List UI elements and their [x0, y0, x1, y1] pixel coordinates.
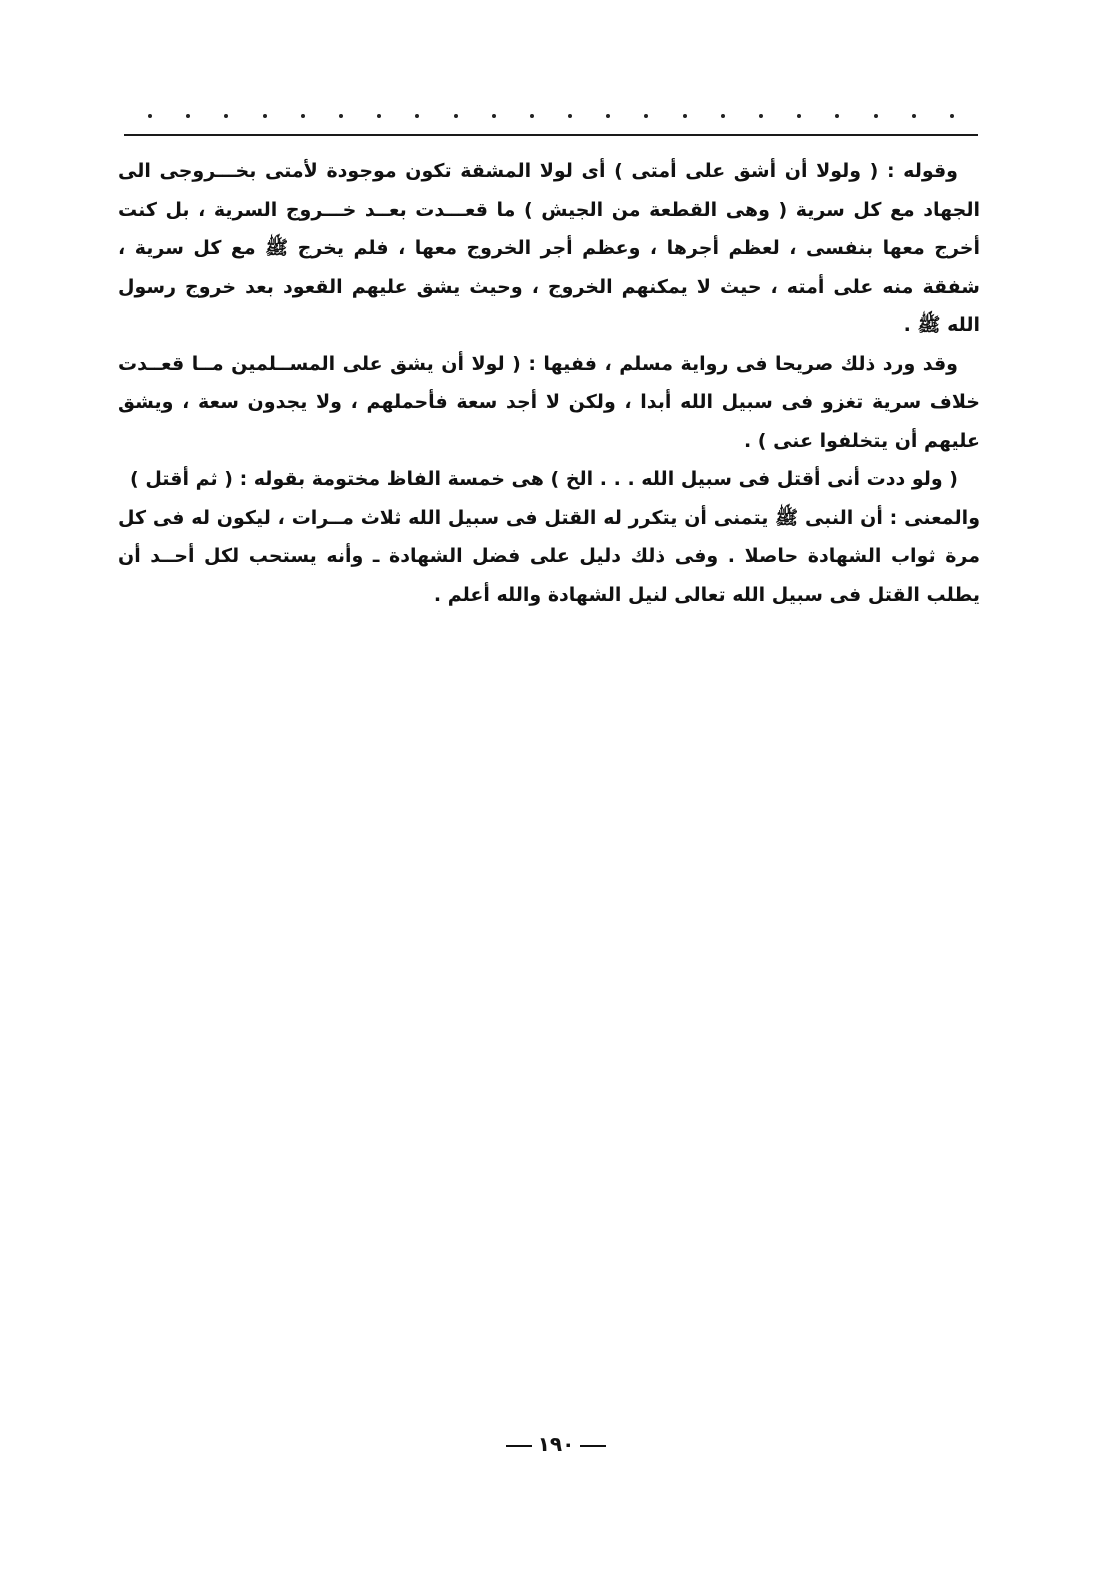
page-footer	[0, 1432, 1112, 1456]
body-text	[118, 152, 980, 614]
paragraph-4: والمعنى : أن النبى ﷺ يتمنى أن يتكرر له القتل فى سبيل الله ثلاث مــرات ، ليكون له فى كل مرة ثواب الشهادة حاصلا . وفى ذلك دليل على فضل الشهادة ـ وأنه يستحب لكل أحــد أن يطلب القتل فى سبيل الله تعالى لنيل الشهادة والله أعلم .	[118, 506, 980, 606]
header-ornament	[124, 108, 978, 142]
footer-dash-right	[580, 1445, 606, 1447]
page-number: ١٩٠	[537, 1432, 575, 1456]
header-rule-line	[124, 134, 978, 136]
header-dots	[124, 114, 978, 124]
paragraph-3: ( ولو ددت أنى أقتل فى سبيل الله . . . الخ ) هى خمسة الفاظ مختومة بقوله : ( ثم أقتل )	[130, 468, 958, 490]
footer-dash-left	[506, 1445, 532, 1447]
paragraph-2: وقد ورد ذلك صريحا فى رواية مسلم ، ففيها : ( لولا أن يشق على المســلمين مــا قعــدت خلاف سرية تغزو فى سبيل الله أبدا ، ولكن لا أجد سعة فأحملهم ، ولا يجدون سعة ، ويشق عليهم أن يتخلفوا عنى ) .	[118, 352, 980, 452]
paragraph-1: وقوله : ( ولولا أن أشق على أمتى ) أى لولا المشقة تكون موجودة لأمتى بخـــروجى الى الجهاد مع كل سرية ( وهى القطعة من الجيش ) ما قعـــدت بعــد خـــروج السرية ، بل كنت أخرج معها بنفسى ، لعظم أجرها ، وعظم أجر الخروج معها ، فلم يخرج ﷺ مع كل سرية ، شفقة منه على أمته ، حيث لا يمكنهم الخروج ، وحيث يشق عليهم القعود بعد خروج رسول الله ﷺ .	[118, 160, 980, 336]
